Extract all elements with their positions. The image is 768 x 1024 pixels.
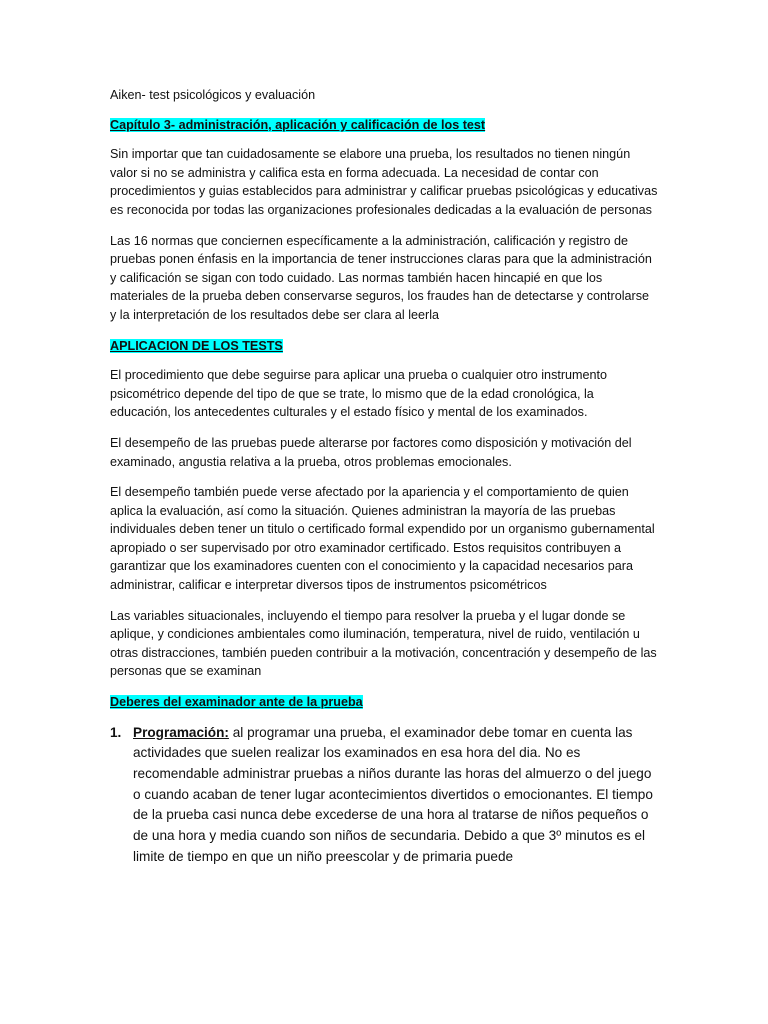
document-page [110, 86, 658, 868]
section-paragraph-2: El desempeño de las pruebas puede alterarse por factores como disposición y motivación del examinado, angustia relativa a la prueba, otros problemas emocionales. [110, 435, 632, 469]
list-item-text: al programar una prueba, el examinador debe tomar en cuenta las actividades que suelen realizar los examinados en esa hora del dia. No es recomendable administrar pruebas a niños durante las horas del almuerzo o del juego o cuando acaban de tener lugar acontecimientos divertidos o emocionantes. El tiempo de la prueba casi nunca debe excederse de una hora al tratarse de niños pequeños o de una hora y media cuando son niños de secundaria. Debido a que 3º minutos es el limite de tiempo en que un niño preescolar y de primaria puede [133, 724, 653, 864]
list-item-term: Programación: [133, 724, 229, 740]
chapter-heading-text: Capítulo 3- administración, aplicación y calificación de los test [110, 117, 486, 132]
section-paragraph-3: El desempeño también puede verse afectado por la apariencia y el comportamiento de quien aplica la evaluación, así como la situación. Quienes administran la mayoría de las pruebas individuales deben tener un titulo o certificado formal expendido por un organismo gubernamental apropiado o ser supervisado por otro examinador certificado. Estos requisitos contribuyen a garantizar que los examinadores cuenten con el conocimiento y la capacidad necesarios para administrar, calificar e interpretar diversos tipos de instrumentos psicométricos [110, 485, 655, 593]
list-item-number: 1. [110, 724, 122, 740]
chapter-heading [110, 116, 658, 135]
duties-list [110, 723, 658, 868]
intro-paragraph-1: Sin importar que tan cuidadosamente se elabore una prueba, los resultados no tienen ningún valor si no se administra y califica esta en forma adecuada. La necesidad de contar con procedimientos y guias establecidos para administrar y calificar pruebas psicológicas y educativas es reconocida por todas las organizaciones profesionales dedicadas a la evaluación de personas [110, 147, 658, 217]
list-item [110, 723, 658, 868]
section-paragraph-4: Las variables situacionales, incluyendo el tiempo para resolver la prueba y el lugar donde se aplique, y condiciones ambientales como iluminación, temperatura, nivel de ruido, ventilación u otras distracciones, también pueden contribuir a la motivación, concentración y desempeño de las personas que se examinan [110, 608, 657, 679]
section-heading-text: APLICACION DE LOS TESTS [110, 338, 283, 353]
duties-heading-text: Deberes del examinador ante de la prueba [110, 695, 363, 710]
section-paragraph-1: El procedimiento que debe seguirse para aplicar una prueba o cualquier otro instrumento psicométrico depende del tipo de que se trate, lo mismo que de la edad cronológica, la educación, los antecedentes culturales y el estado físico y mental de los examinados. [110, 368, 608, 420]
section-heading [110, 337, 658, 356]
intro-paragraph-2: Las 16 normas que conciernen específicamente a la administración, calificación y registro de pruebas ponen énfasis en la importancia de tener instrucciones claras para que la administración y calificación se sigan con todo cuidado. Las normas también hacen hincapié en que los materiales de la prueba deben conservarse seguros, los fraudes han de detectarse y controlarse y la interpretación de los resultados debe ser clara al leerla [110, 233, 652, 322]
document-title: Aiken- test psicológicos y evaluación [110, 88, 316, 102]
duties-heading [110, 693, 658, 712]
